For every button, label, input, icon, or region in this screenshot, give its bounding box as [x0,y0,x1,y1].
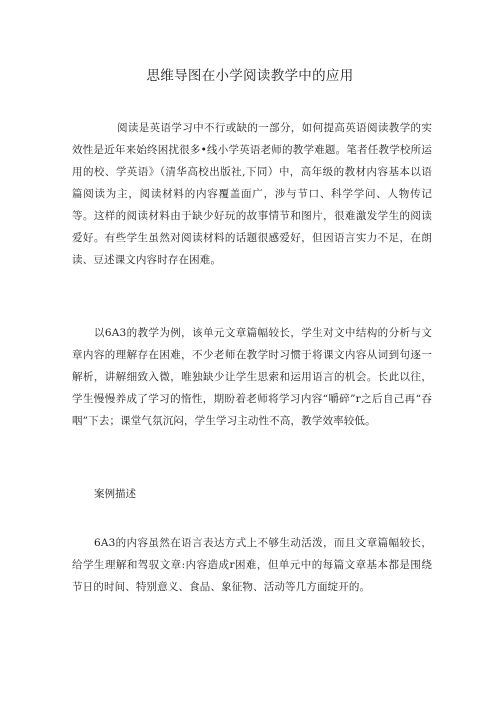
paragraph-3: 6A3的内容虽然在语言表达方式上不够生动活泼，而且文章篇幅较长，给学生理解和驾驭文章:内容造成r困难，但单元中的每篇文章基本都是围绕节日的时间、特别意义、食品、象征物、活动等几方面绽开的。 [72,537,432,593]
paragraph-2: 以6A3的教学为例，该单元文章篇幅较长，学生对文中结构的分析与文章内容的理解存在困难，不少老师在教学时习惯于将课文内容从词到句逐一解析，讲解细致入微，唯独缺少让学生思索和运用语言的机会。长此以往，学生慢慢养成了学习的惰性，期盼着老师将学习内容“嚼碎”r之后自己再“吞咽”下去；课堂气氛沉闷，学生学习主动性不高，教学效率较低。 [72,327,432,427]
section-heading: 案例描述 [94,488,136,500]
document-title: 思维导图在小学阅读教学中的应用 [146,68,354,84]
paragraph-1: 阅读是英语学习中不行或缺的一部分，如何提高英语阅读教学的实效性是近年来始终困扰很多•线小学英语老师的教学难题。笔者任教学校所运用的校、学英语》（清华高校出版社,下同）中，高年级的教材内容基本以语篇阅读为主，阅读材料的内容覆盖面广，涉与节口、科学学问、人物传记等。这样的阅读材料由于缺少好玩的故事情节和图片，很难激发学生的阅读爱好。有些学生虽然对阅读材料的话题很感爱好，但因语言实力不足，在朗读、豆述课文内容时存在困难。 [72,122,432,266]
